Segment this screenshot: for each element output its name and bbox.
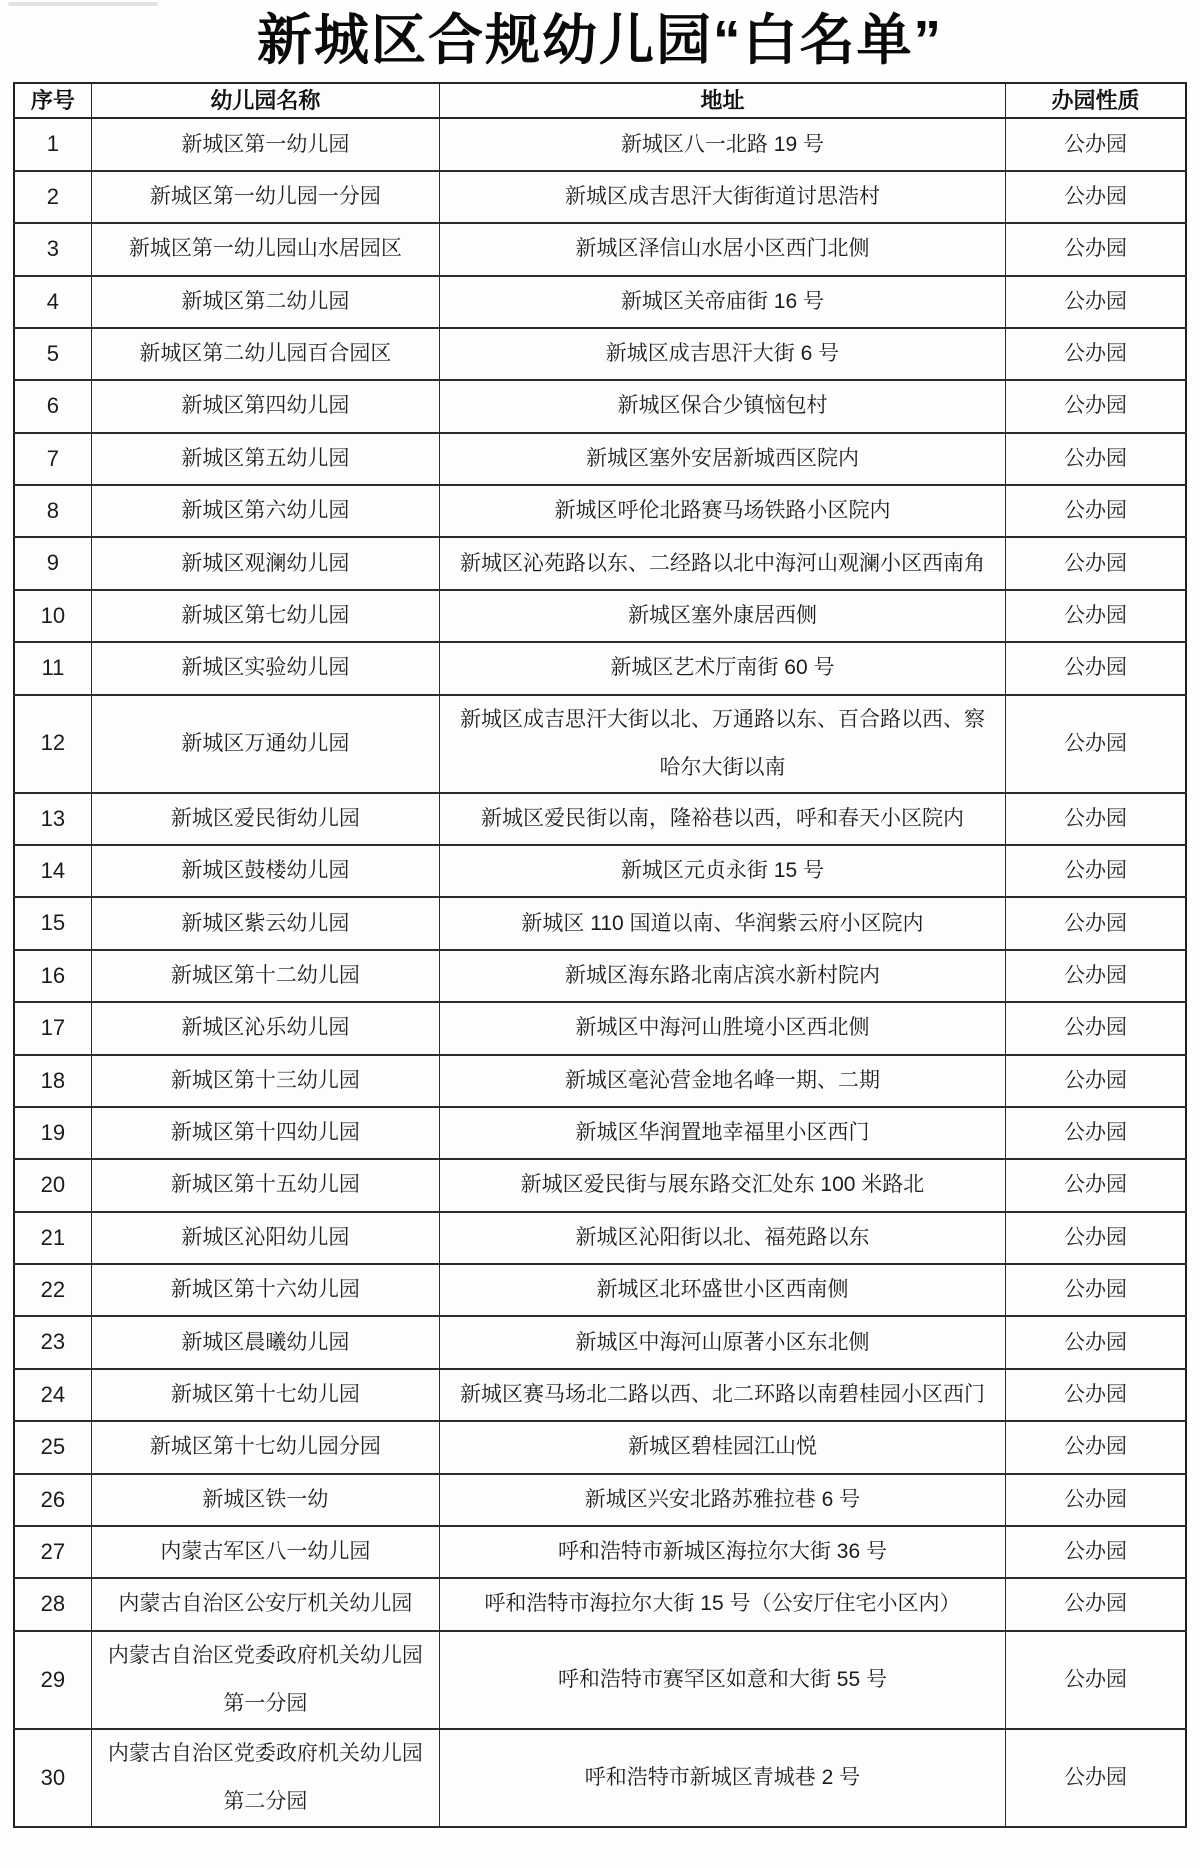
kindergarten-name-cell: 新城区第十二幼儿园 <box>91 950 439 1002</box>
kindergarten-name-cell: 新城区第一幼儿园 <box>91 118 439 170</box>
row-number-cell: 4 <box>14 276 91 328</box>
address-cell: 新城区海东路北南店滨水新村院内 <box>439 950 1005 1002</box>
row-number-cell: 15 <box>14 897 91 949</box>
row-number-cell: 26 <box>14 1474 91 1526</box>
type-cell: 公办园 <box>1005 845 1186 897</box>
table-header <box>14 83 1186 119</box>
type-cell: 公办园 <box>1005 1055 1186 1107</box>
kindergarten-name-cell: 新城区万通幼儿园 <box>91 695 439 793</box>
kindergarten-name-cell: 新城区晨曦幼儿园 <box>91 1316 439 1368</box>
table-row <box>14 1055 1186 1107</box>
kindergarten-name-cell: 新城区第六幼儿园 <box>91 485 439 537</box>
address-cell: 呼和浩特市赛罕区如意和大街 55 号 <box>439 1631 1005 1729</box>
type-cell: 公办园 <box>1005 1474 1186 1526</box>
address-cell: 新城区艺术厅南街 60 号 <box>439 642 1005 694</box>
kindergarten-name-cell: 新城区沁阳幼儿园 <box>91 1212 439 1264</box>
header-row-number: 序号 <box>14 83 91 119</box>
address-cell: 新城区八一北路 19 号 <box>439 118 1005 170</box>
table-row <box>14 1264 1186 1316</box>
kindergarten-name-cell: 新城区第十七幼儿园分园 <box>91 1421 439 1473</box>
type-cell: 公办园 <box>1005 223 1186 275</box>
address-cell: 新城区泽信山水居小区西门北侧 <box>439 223 1005 275</box>
table-row <box>14 118 1186 170</box>
table-row <box>14 1526 1186 1578</box>
row-number-cell: 12 <box>14 695 91 793</box>
address-cell: 新城区成吉思汗大街以北、万通路以东、百合路以西、察哈尔大街以南 <box>439 695 1005 793</box>
type-cell: 公办园 <box>1005 1729 1186 1827</box>
table-row <box>14 1369 1186 1421</box>
table-row <box>14 223 1186 275</box>
row-number-cell: 21 <box>14 1212 91 1264</box>
table-row <box>14 380 1186 432</box>
table-row <box>14 845 1186 897</box>
address-cell: 新城区爱民街以南，隆裕巷以西，呼和春天小区院内 <box>439 793 1005 845</box>
header-address: 地址 <box>439 83 1005 119</box>
address-cell: 新城区塞外康居西侧 <box>439 590 1005 642</box>
table-row <box>14 897 1186 949</box>
type-cell: 公办园 <box>1005 537 1186 589</box>
table-row <box>14 1631 1186 1729</box>
kindergarten-name-cell: 内蒙古自治区党委政府机关幼儿园第一分园 <box>91 1631 439 1729</box>
kindergarten-name-cell: 新城区第十五幼儿园 <box>91 1159 439 1211</box>
table-row <box>14 695 1186 793</box>
address-cell: 新城区成吉思汗大街 6 号 <box>439 328 1005 380</box>
kindergarten-name-cell: 内蒙古自治区公安厅机关幼儿园 <box>91 1578 439 1630</box>
kindergarten-name-cell: 新城区第十七幼儿园 <box>91 1369 439 1421</box>
type-cell: 公办园 <box>1005 642 1186 694</box>
address-cell: 新城区毫沁营金地名峰一期、二期 <box>439 1055 1005 1107</box>
address-cell: 新城区塞外安居新城西区院内 <box>439 433 1005 485</box>
row-number-cell: 30 <box>14 1729 91 1827</box>
table-header-row <box>14 83 1186 119</box>
kindergarten-name-cell: 新城区观澜幼儿园 <box>91 537 439 589</box>
type-cell: 公办园 <box>1005 1107 1186 1159</box>
address-cell: 呼和浩特市新城区海拉尔大街 36 号 <box>439 1526 1005 1578</box>
type-cell: 公办园 <box>1005 433 1186 485</box>
kindergarten-name-cell: 新城区第二幼儿园 <box>91 276 439 328</box>
row-number-cell: 19 <box>14 1107 91 1159</box>
header-type: 办园性质 <box>1005 83 1186 119</box>
type-cell: 公办园 <box>1005 276 1186 328</box>
kindergarten-name-cell: 内蒙古军区八一幼儿园 <box>91 1526 439 1578</box>
table-row <box>14 433 1186 485</box>
type-cell: 公办园 <box>1005 897 1186 949</box>
table-row <box>14 793 1186 845</box>
row-number-cell: 14 <box>14 845 91 897</box>
kindergarten-name-cell: 新城区爱民街幼儿园 <box>91 793 439 845</box>
type-cell: 公办园 <box>1005 1316 1186 1368</box>
table-row <box>14 1729 1186 1827</box>
row-number-cell: 1 <box>14 118 91 170</box>
row-number-cell: 6 <box>14 380 91 432</box>
row-number-cell: 27 <box>14 1526 91 1578</box>
type-cell: 公办园 <box>1005 328 1186 380</box>
row-number-cell: 24 <box>14 1369 91 1421</box>
type-cell: 公办园 <box>1005 1264 1186 1316</box>
type-cell: 公办园 <box>1005 485 1186 537</box>
row-number-cell: 8 <box>14 485 91 537</box>
row-number-cell: 13 <box>14 793 91 845</box>
kindergarten-name-cell: 新城区紫云幼儿园 <box>91 897 439 949</box>
row-number-cell: 11 <box>14 642 91 694</box>
kindergarten-name-cell: 新城区第二幼儿园百合园区 <box>91 328 439 380</box>
address-cell: 新城区元贞永街 15 号 <box>439 845 1005 897</box>
type-cell: 公办园 <box>1005 380 1186 432</box>
table-row <box>14 1212 1186 1264</box>
header-kindergarten-name: 幼儿园名称 <box>91 83 439 119</box>
type-cell: 公办园 <box>1005 1002 1186 1054</box>
kindergarten-name-cell: 新城区第一幼儿园山水居园区 <box>91 223 439 275</box>
table-row <box>14 1002 1186 1054</box>
table-row <box>14 171 1186 223</box>
table-row <box>14 642 1186 694</box>
kindergarten-name-cell: 新城区第十四幼儿园 <box>91 1107 439 1159</box>
row-number-cell: 25 <box>14 1421 91 1473</box>
kindergarten-name-cell: 新城区鼓楼幼儿园 <box>91 845 439 897</box>
table-row <box>14 1421 1186 1473</box>
address-cell: 新城区中海河山胜境小区西北侧 <box>439 1002 1005 1054</box>
kindergarten-name-cell: 新城区实验幼儿园 <box>91 642 439 694</box>
row-number-cell: 7 <box>14 433 91 485</box>
kindergarten-name-cell: 新城区沁乐幼儿园 <box>91 1002 439 1054</box>
table-row <box>14 590 1186 642</box>
row-number-cell: 10 <box>14 590 91 642</box>
row-number-cell: 29 <box>14 1631 91 1729</box>
type-cell: 公办园 <box>1005 171 1186 223</box>
type-cell: 公办园 <box>1005 118 1186 170</box>
address-cell: 新城区爱民街与展东路交汇处东 100 米路北 <box>439 1159 1005 1211</box>
address-cell: 新城区华润置地幸福里小区西门 <box>439 1107 1005 1159</box>
row-number-cell: 9 <box>14 537 91 589</box>
address-cell: 新城区关帝庙街 16 号 <box>439 276 1005 328</box>
address-cell: 新城区赛马场北二路以西、北二环路以南碧桂园小区西门 <box>439 1369 1005 1421</box>
type-cell: 公办园 <box>1005 1212 1186 1264</box>
kindergarten-name-cell: 新城区铁一幼 <box>91 1474 439 1526</box>
type-cell: 公办园 <box>1005 1631 1186 1729</box>
row-number-cell: 17 <box>14 1002 91 1054</box>
type-cell: 公办园 <box>1005 590 1186 642</box>
type-cell: 公办园 <box>1005 793 1186 845</box>
row-number-cell: 23 <box>14 1316 91 1368</box>
type-cell: 公办园 <box>1005 1369 1186 1421</box>
type-cell: 公办园 <box>1005 1421 1186 1473</box>
type-cell: 公办园 <box>1005 1578 1186 1630</box>
row-number-cell: 28 <box>14 1578 91 1630</box>
row-number-cell: 20 <box>14 1159 91 1211</box>
type-cell: 公办园 <box>1005 1526 1186 1578</box>
address-cell: 呼和浩特市新城区青城巷 2 号 <box>439 1729 1005 1827</box>
row-number-cell: 18 <box>14 1055 91 1107</box>
kindergarten-name-cell: 新城区第十六幼儿园 <box>91 1264 439 1316</box>
kindergarten-name-cell: 新城区第五幼儿园 <box>91 433 439 485</box>
address-cell: 新城区保合少镇恼包村 <box>439 380 1005 432</box>
address-cell: 新城区北环盛世小区西南侧 <box>439 1264 1005 1316</box>
kindergarten-name-cell: 新城区第七幼儿园 <box>91 590 439 642</box>
kindergarten-name-cell: 新城区第十三幼儿园 <box>91 1055 439 1107</box>
kindergarten-name-cell: 新城区第一幼儿园一分园 <box>91 171 439 223</box>
address-cell: 新城区呼伦北路赛马场铁路小区院内 <box>439 485 1005 537</box>
type-cell: 公办园 <box>1005 950 1186 1002</box>
scan-artifact <box>8 2 158 6</box>
address-cell: 新城区沁苑路以东、二经路以北中海河山观澜小区西南角 <box>439 537 1005 589</box>
address-cell: 新城区碧桂园江山悦 <box>439 1421 1005 1473</box>
row-number-cell: 2 <box>14 171 91 223</box>
table-row <box>14 1107 1186 1159</box>
address-cell: 新城区中海河山原著小区东北侧 <box>439 1316 1005 1368</box>
type-cell: 公办园 <box>1005 695 1186 793</box>
address-cell: 新城区 110 国道以南、华润紫云府小区院内 <box>439 897 1005 949</box>
row-number-cell: 22 <box>14 1264 91 1316</box>
table-row <box>14 276 1186 328</box>
table-row <box>14 485 1186 537</box>
table-row <box>14 328 1186 380</box>
kindergarten-name-cell: 内蒙古自治区党委政府机关幼儿园第二分园 <box>91 1729 439 1827</box>
kindergarten-name-cell: 新城区第四幼儿园 <box>91 380 439 432</box>
row-number-cell: 5 <box>14 328 91 380</box>
page-title: 新城区合规幼儿园“白名单” <box>256 9 943 71</box>
table-row <box>14 1159 1186 1211</box>
table-row <box>14 1474 1186 1526</box>
table-row <box>14 950 1186 1002</box>
address-cell: 新城区沁阳街以北、福苑路以东 <box>439 1212 1005 1264</box>
table-body <box>14 118 1186 1827</box>
row-number-cell: 16 <box>14 950 91 1002</box>
address-cell: 呼和浩特市海拉尔大街 15 号（公安厅住宅小区内） <box>439 1578 1005 1630</box>
table-row <box>14 537 1186 589</box>
table-row <box>14 1316 1186 1368</box>
table-row <box>14 1578 1186 1630</box>
address-cell: 新城区兴安北路苏雅拉巷 6 号 <box>439 1474 1005 1526</box>
address-cell: 新城区成吉思汗大街街道讨思浩村 <box>439 171 1005 223</box>
kindergarten-whitelist-table <box>13 82 1187 1828</box>
row-number-cell: 3 <box>14 223 91 275</box>
type-cell: 公办园 <box>1005 1159 1186 1211</box>
